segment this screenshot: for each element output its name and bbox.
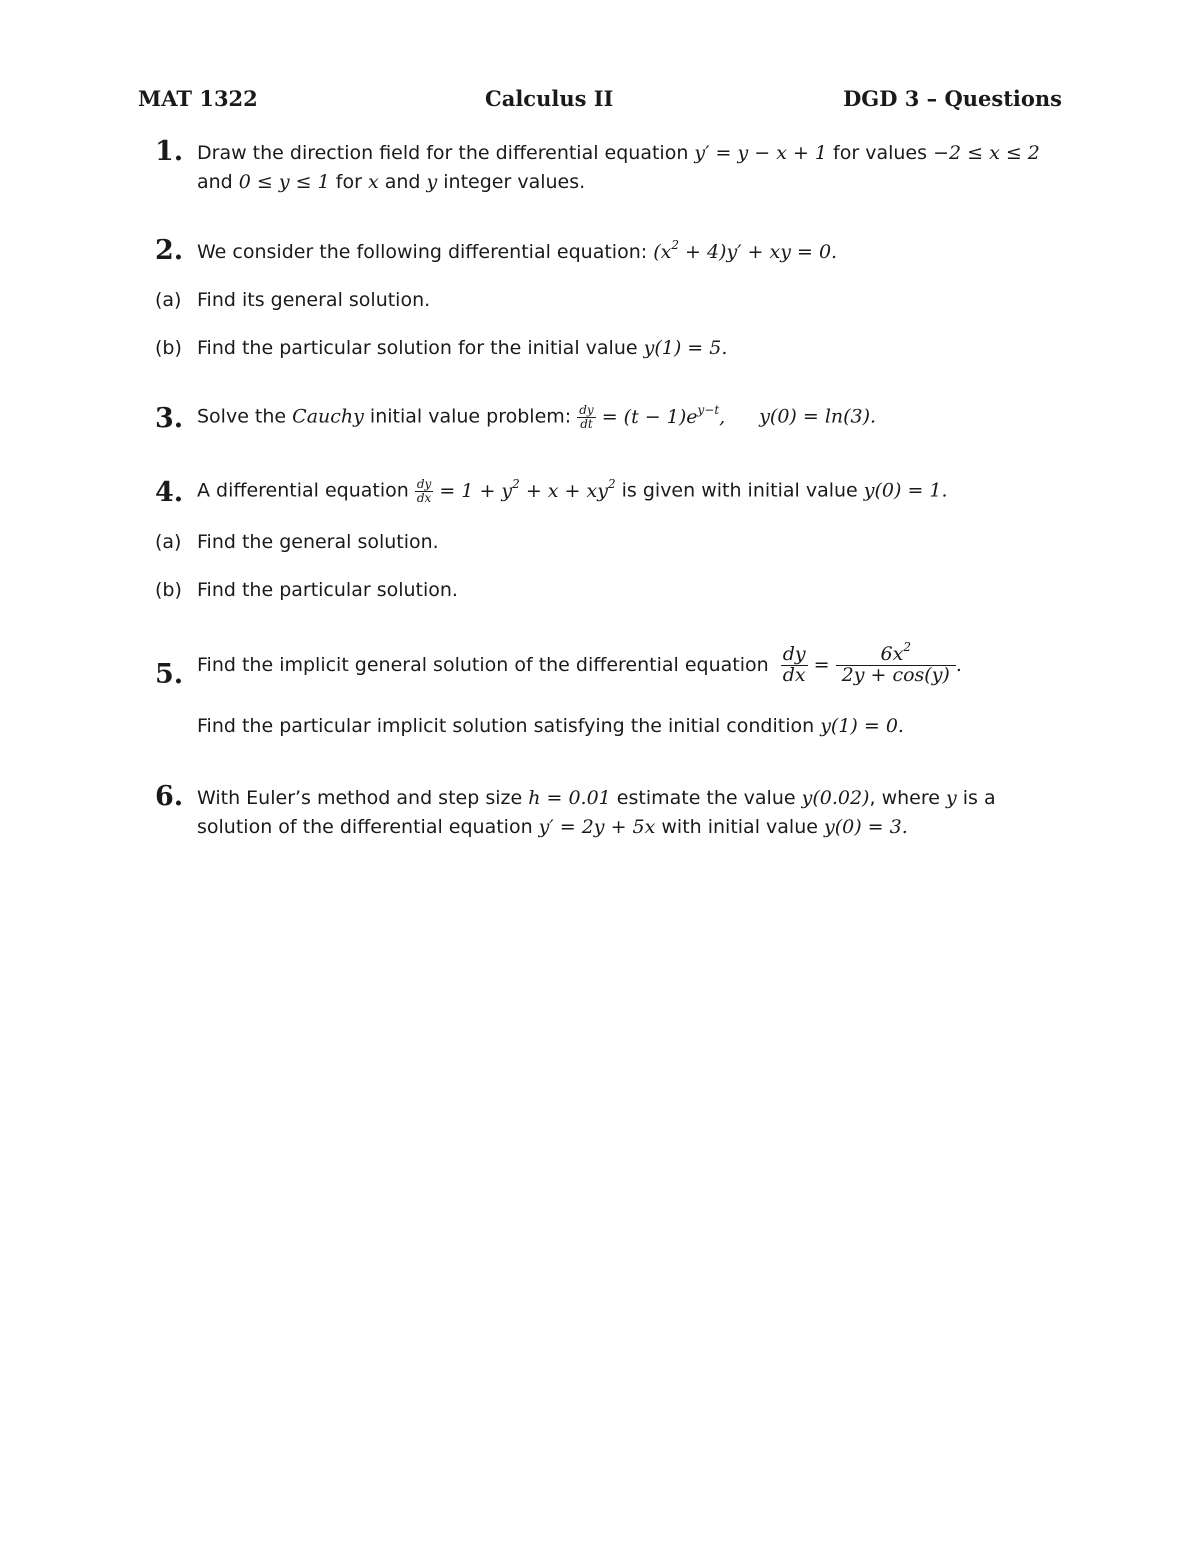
initial-condition: y(0) = 1. [863, 479, 948, 502]
rhs-fraction: $\frac{6x^2}{2y + \cos(y)}$ [836, 645, 956, 686]
part-text: Find the particular solution for the initial value y(1) = 5. [197, 337, 728, 359]
question-number: 2. [155, 235, 184, 266]
question-text: and 0 ≤ y ≤ 1 for x and y integer values. [197, 171, 586, 193]
question-number: 6. [155, 781, 184, 812]
part-text: Find the general solution. [197, 531, 439, 553]
part-label: (b) [155, 579, 182, 601]
course-code: MAT 1322 [138, 86, 258, 111]
derivative-fraction: $\frac{dy}{dx}$ [416, 477, 432, 505]
question-number: 3. [155, 403, 184, 434]
equation: = $1 + y^2 + x + xy^2$ [433, 476, 616, 502]
question-text: solution of the differential equation y′ = 2y + 5x with initial value y(0) = 3. [197, 816, 908, 838]
page-header [138, 86, 1062, 116]
equation: y′ = 2y + 5x [538, 816, 656, 838]
part-label: (b) [155, 337, 182, 359]
derivative-fraction: $\frac{dy}{dt}$ [579, 403, 594, 431]
question-text: We consider the following differential equation: $(x^2 + 4)y'$ + xy = 0. [197, 238, 838, 263]
question-text: A differential equation $\frac{dy}{dx}$ = $1 + y^2 + x + xy^2$ is given with initial value y(0) = 1. [197, 476, 948, 505]
question-text: With Euler’s method and step size h = 0.01 estimate the value y(0.02), where y is a [197, 787, 996, 809]
question-text: Solve the Cauchy initial value problem: $\frac{dy}{dt}$ = $(t - 1)e^{y-t}$, y(0) = ln(3). [197, 402, 877, 431]
inequality: 0 ≤ y ≤ 1 [238, 171, 330, 193]
part-label: (a) [155, 531, 182, 553]
document-title: DGD 3 – Questions [843, 86, 1062, 111]
course-title: Calculus II [485, 86, 614, 111]
cauchy-word: Cauchy [292, 405, 364, 428]
equation: y(1) = 5. [643, 337, 728, 359]
initial-condition: y(0) = 3. [823, 816, 908, 838]
question-number: 4. [155, 477, 184, 508]
initial-condition: y(1) = 0. [820, 715, 904, 737]
initial-condition: y(0) = ln(3). [759, 405, 877, 428]
derivative-fraction: $\frac{dy}{dx}$ [782, 643, 806, 686]
question-text: Find the implicit general solution of the differential equation $\frac{dy}{dx}$ = $\frac{6x^2}{2y + \cos(y)}$ . [197, 640, 962, 686]
part-text: Find the particular solution. [197, 579, 458, 601]
inequality: −2 ≤ x ≤ 2 [933, 142, 1040, 164]
target-value: y(0.02) [801, 787, 870, 809]
equation: y′ = y − x + 1 [694, 142, 828, 164]
step-size: h = 0.01 [528, 787, 611, 809]
question-number: 5. [155, 659, 184, 690]
question-number: 1. [155, 136, 184, 167]
equation: $(x^2 + 4)y'$ + xy = 0. [653, 238, 838, 263]
part-text: Find its general solution. [197, 289, 431, 311]
question-text: Draw the direction field for the differential equation y′ = y − x + 1 for values −2 ≤ x ≤ 2 [197, 142, 1040, 164]
part-label: (a) [155, 289, 182, 311]
equation: = $(t - 1)e^{y-t}$, [595, 402, 726, 428]
question-text: Find the particular implicit solution satisfying the initial condition y(1) = 0. [197, 715, 904, 737]
